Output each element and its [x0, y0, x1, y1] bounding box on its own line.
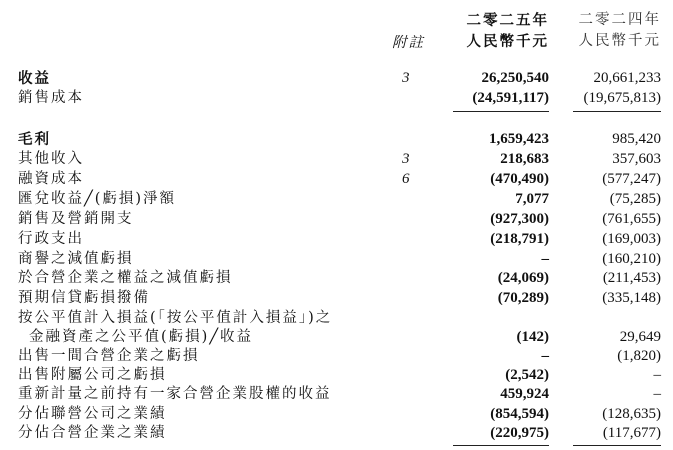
row-value-2025: – [541, 251, 549, 267]
row-label: 按公平值計入損益(「按公平值計入損益」)之 [18, 310, 333, 326]
row-value-2024: (1,820) [617, 348, 661, 364]
row-label: 分佔聯營公司之業績 [18, 406, 167, 422]
column-header-2024 [579, 10, 662, 52]
row-label: 匯兌收益╱(虧損)淨額 [18, 191, 177, 207]
column-header-2025-year: 二零二五年 [466, 12, 549, 29]
row-value-2025: (470,490) [490, 171, 549, 187]
row-label: 其他收入 [18, 151, 84, 167]
row-value-2024: (128,635) [602, 406, 661, 422]
row-value-2024: 357,603 [612, 151, 661, 167]
total-rule-2024 [573, 445, 661, 446]
row-value-2025: 7,077 [515, 191, 549, 207]
row-label: 分佔合營企業之業績 [18, 425, 167, 441]
total-rule-2025 [453, 445, 549, 446]
row-value-2025: 459,924 [500, 386, 549, 402]
row-value-2024: (335,148) [602, 290, 661, 306]
row-fvtpl-line2 [0, 328, 673, 347]
row-value-2024: – [653, 367, 661, 383]
row-value-2024: (169,003) [602, 231, 661, 247]
row-label: 融資成本 [18, 171, 84, 187]
row-label: 重新計量之前持有一家合營企業股權的收益 [18, 386, 332, 402]
row-value-2025: (927,300) [490, 211, 549, 227]
row-value-2024: (211,453) [602, 270, 661, 286]
row-note: 3 [402, 151, 410, 167]
row-value-2024: (19,675,813) [583, 90, 661, 106]
row-label: 金融資產之公平值(虧損)╱收益 [29, 329, 254, 345]
row-value-2025: (220,975) [490, 425, 549, 441]
row-remeasurement-gain [0, 385, 673, 404]
row-label: 銷售及營銷開支 [18, 211, 134, 227]
row-note: 6 [402, 171, 410, 187]
row-value-2025: 26,250,540 [481, 70, 549, 86]
row-ecl-provision [0, 289, 673, 308]
row-label: 銷售成本 [18, 90, 84, 106]
row-jv-impairment [0, 269, 673, 288]
row-value-2024: (577,247) [602, 171, 661, 187]
row-note: 3 [402, 70, 410, 86]
row-value-2025: 218,683 [500, 151, 549, 167]
row-cost-of-sales [0, 89, 673, 108]
row-value-2025: (854,594) [490, 406, 549, 422]
row-value-2025: (218,791) [490, 231, 549, 247]
row-label: 出售一間合營企業之虧損 [18, 348, 200, 364]
row-label: 預期信貸虧損撥備 [18, 290, 150, 306]
row-value-2025: (142) [516, 329, 549, 345]
row-label: 於合營企業之權益之減值虧損 [18, 270, 233, 286]
column-header-2024-year: 二零二四年 [578, 12, 661, 28]
column-header-2025 [467, 10, 550, 52]
row-revenue [0, 69, 673, 88]
row-finance-costs [0, 170, 673, 189]
row-value-2024: (160,210) [602, 251, 661, 267]
row-goodwill-impairment [0, 250, 673, 269]
row-value-2024: 29,649 [619, 329, 661, 345]
row-other-income [0, 150, 673, 169]
row-value-2024: – [653, 386, 661, 402]
row-value-2024: 985,420 [612, 131, 661, 147]
row-label: 商譽之減值虧損 [18, 251, 134, 267]
column-header-2024-unit: 人民幣千元 [578, 33, 661, 49]
row-fx-gain-loss [0, 190, 673, 209]
row-value-2025: (24,069) [497, 270, 549, 286]
subtotal-rule-2025 [453, 111, 549, 112]
row-value-2024: (761,655) [602, 211, 661, 227]
row-value-2025: (24,591,117) [472, 90, 549, 106]
row-value-2025: (70,289) [497, 290, 549, 306]
row-value-2025: 1,659,423 [489, 131, 549, 147]
row-value-2024: (75,285) [609, 191, 661, 207]
column-header-2025-unit: 人民幣千元 [466, 33, 549, 50]
row-fvtpl-line1 [0, 309, 673, 328]
row-gross-profit [0, 130, 673, 149]
row-selling-expenses [0, 210, 673, 229]
row-admin-expenses [0, 230, 673, 249]
row-share-of-jv [0, 424, 673, 443]
row-share-of-associates [0, 405, 673, 424]
row-value-2025: – [541, 348, 549, 364]
row-value-2024: (117,677) [602, 425, 661, 441]
row-label: 毛利 [18, 131, 51, 148]
row-disposal-subsidiary-loss [0, 366, 673, 385]
column-header-note: 附註 [392, 35, 425, 51]
row-value-2025: (2,542) [505, 367, 549, 383]
row-label: 行政支出 [18, 231, 84, 247]
row-disposal-jv-loss [0, 347, 673, 366]
subtotal-rule-2024 [573, 111, 661, 112]
row-label: 收益 [18, 70, 51, 87]
row-value-2024: 20,661,233 [593, 70, 661, 86]
row-label: 出售附屬公司之虧損 [18, 367, 167, 383]
